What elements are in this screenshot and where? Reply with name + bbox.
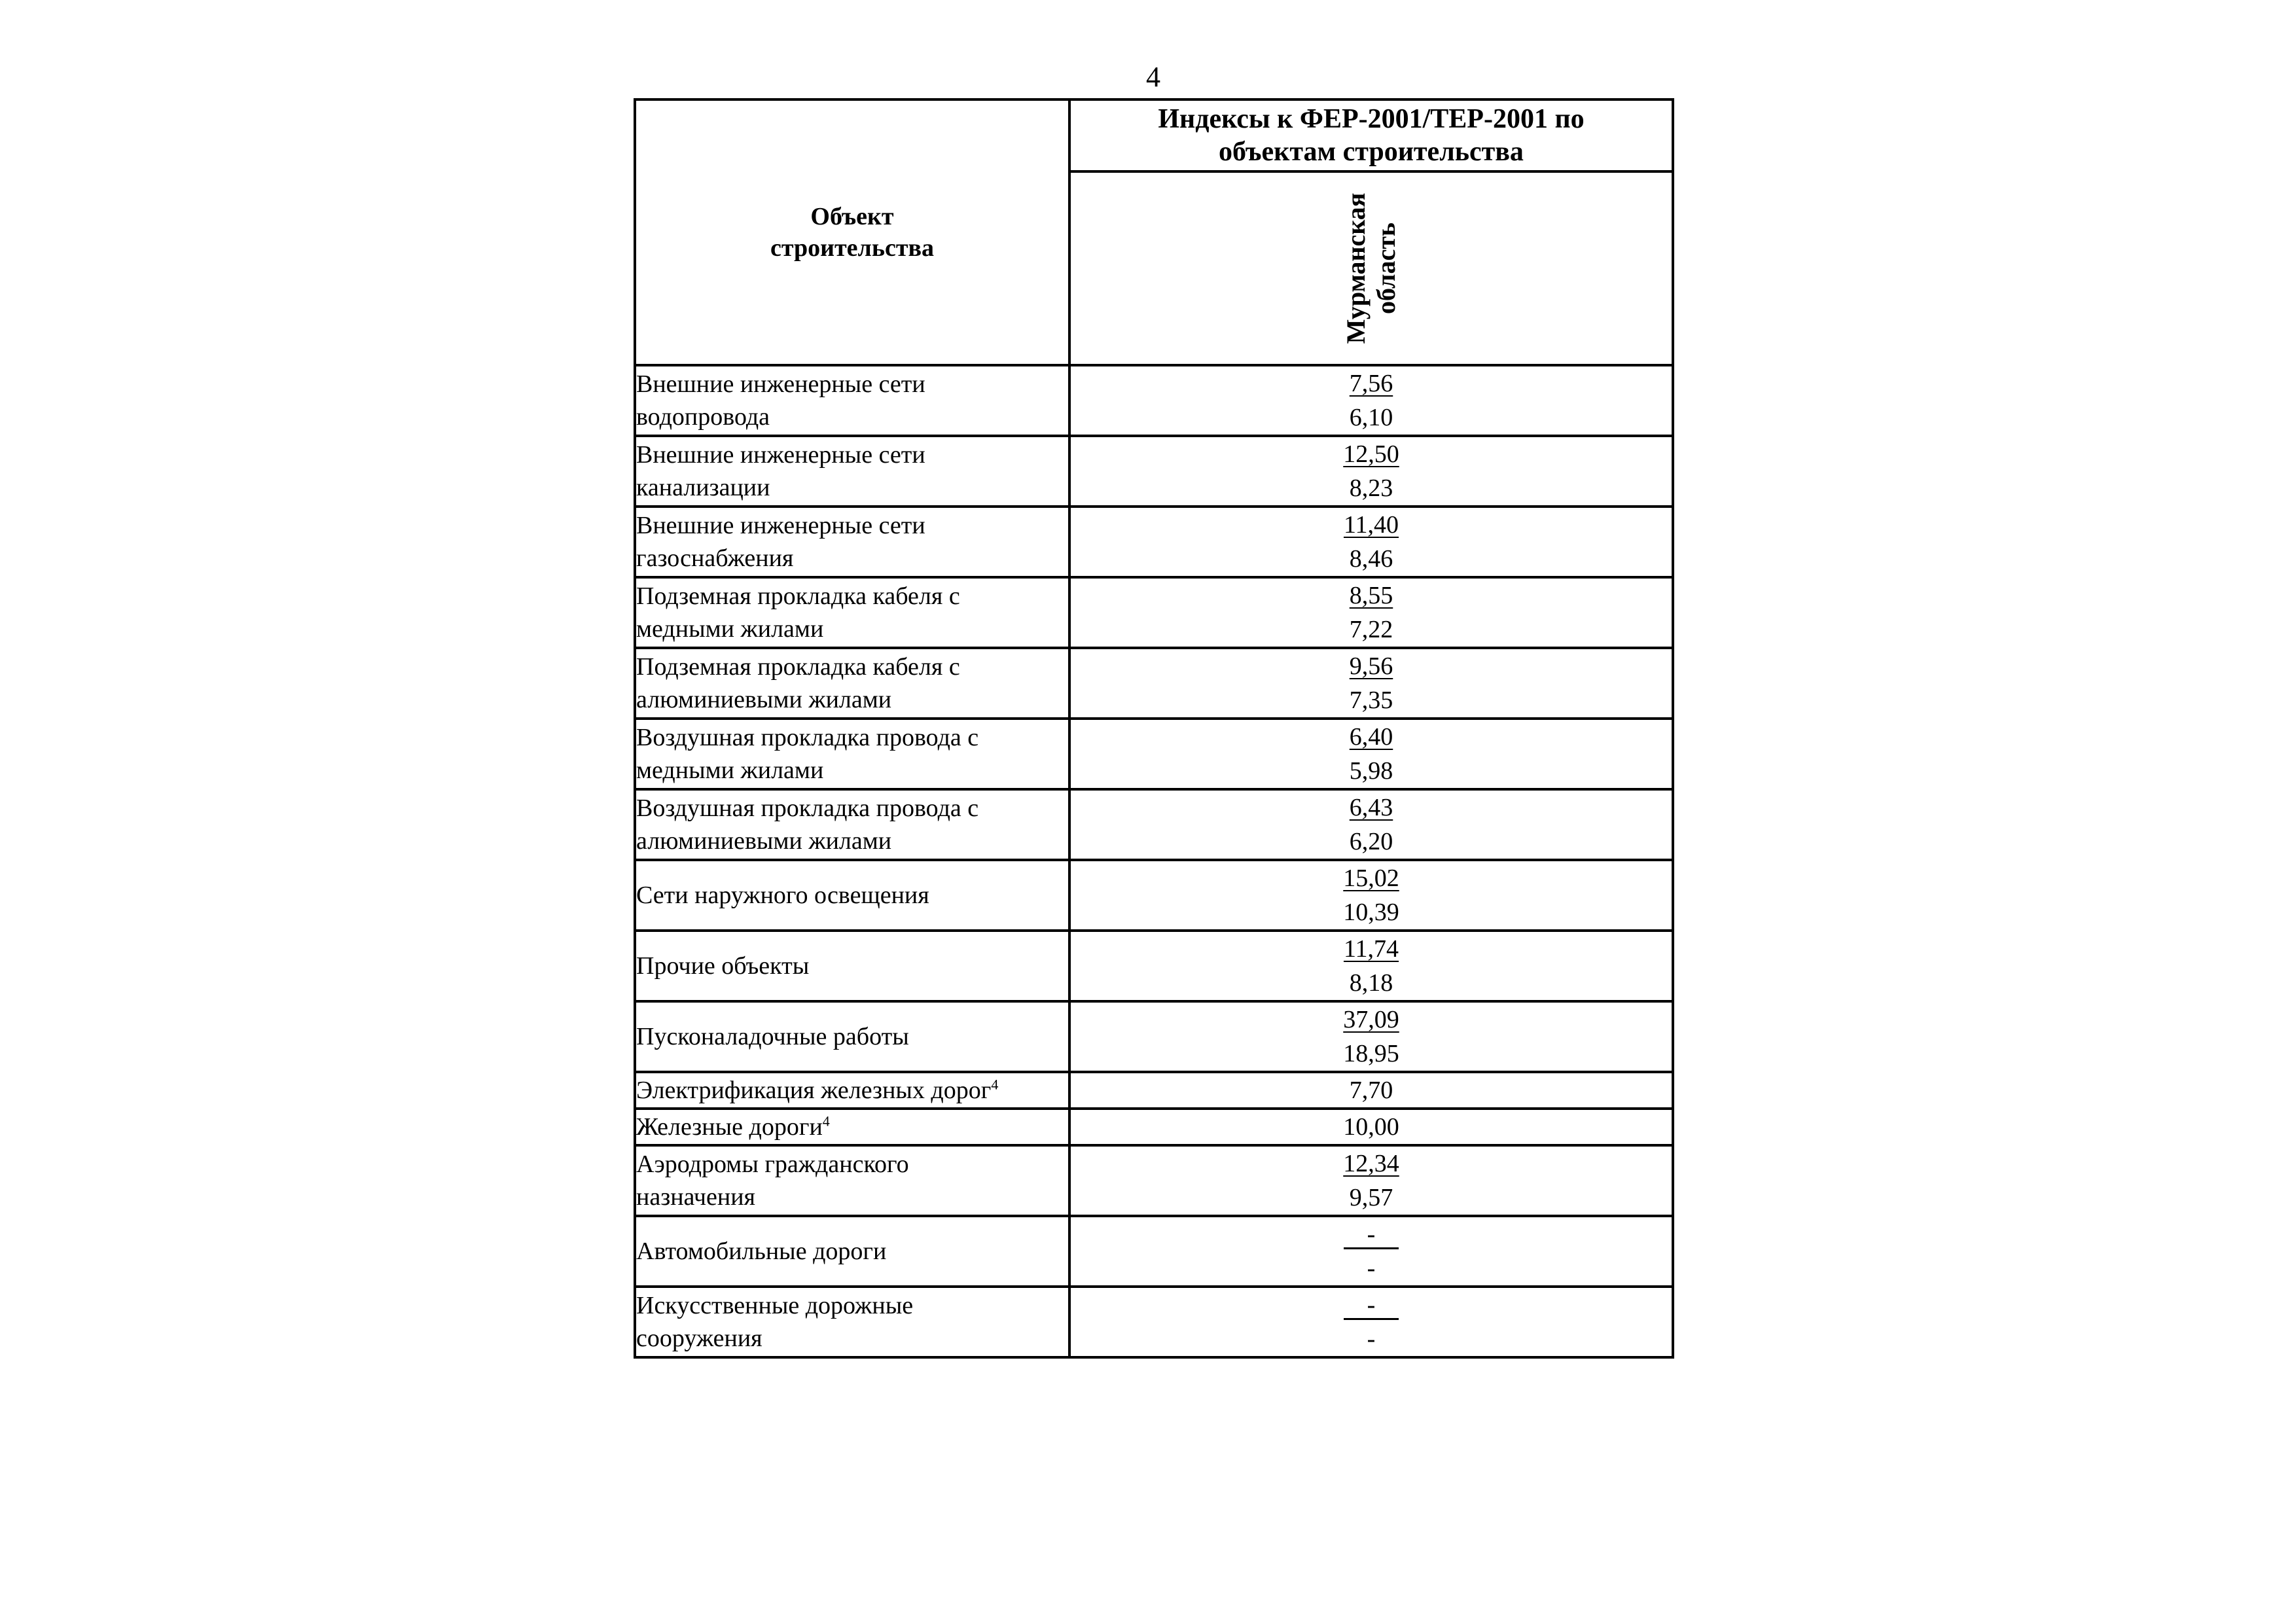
- object-name-line2: медными жилами: [636, 615, 824, 643]
- object-name-line1: Сети наружного освещения: [636, 882, 929, 909]
- object-name-line1: Искусственные дорожные: [636, 1292, 914, 1319]
- object-name-cell: [635, 1216, 1069, 1287]
- object-name-line2: алюминиевыми жилами: [636, 686, 892, 713]
- page-number: 4: [1146, 61, 1160, 93]
- table-row: [635, 365, 1673, 436]
- object-name-cell: [635, 1145, 1069, 1216]
- index-value-top: 6,40: [1349, 723, 1393, 751]
- object-name-cell: [635, 789, 1069, 860]
- object-column-header: [635, 99, 1069, 365]
- group-header-line2: объектам строительства: [1219, 137, 1524, 167]
- index-value-cell: [1069, 860, 1673, 931]
- index-value-top: 11,40: [1343, 511, 1399, 539]
- object-name-cell: [635, 507, 1069, 577]
- object-name-cell: [635, 577, 1069, 648]
- table-row: [635, 1109, 1673, 1145]
- footnote-ref: 4: [822, 1113, 830, 1130]
- table-row: [635, 1001, 1673, 1072]
- index-value-bottom: 8,46: [1349, 545, 1393, 573]
- object-name-cell: [635, 365, 1069, 436]
- object-header-line2: строительства: [770, 234, 935, 262]
- table-row: [635, 1216, 1673, 1287]
- index-value-cell: [1069, 1216, 1673, 1287]
- index-value-top: 9,56: [1349, 652, 1393, 680]
- object-name-line1: Электрификация железных дорог: [636, 1077, 992, 1104]
- index-value-top: 12,34: [1343, 1150, 1399, 1177]
- region-header-rotated: [1335, 183, 1407, 353]
- index-value-cell: [1069, 719, 1673, 789]
- region-column-header: [1069, 171, 1673, 365]
- table-row: [635, 577, 1673, 648]
- index-value: 10,00: [1343, 1113, 1399, 1141]
- index-value-cell: [1069, 1001, 1673, 1072]
- index-value-cell: [1069, 1109, 1673, 1145]
- index-value-cell: [1069, 1145, 1673, 1216]
- index-value-bottom: -: [1367, 1325, 1376, 1353]
- table-row: [635, 1287, 1673, 1357]
- object-name-cell: [635, 1001, 1069, 1072]
- index-value-top: 15,02: [1343, 865, 1399, 892]
- object-name-line1: Внешние инженерные сети: [636, 512, 925, 539]
- index-value-top: -: [1344, 1292, 1399, 1320]
- index-value-bottom: 18,95: [1343, 1040, 1399, 1067]
- object-name-cell: [635, 648, 1069, 719]
- table-body: [635, 365, 1673, 1357]
- group-header-line1: Индексы к ФЕР-2001/ТЕР-2001 по: [1158, 104, 1585, 134]
- region-header-line1: Мурманская: [1341, 192, 1371, 344]
- object-name-cell: [635, 1287, 1069, 1357]
- object-name-line1: Внешние инженерные сети: [636, 441, 925, 469]
- table-row: [635, 507, 1673, 577]
- object-name-cell: [635, 436, 1069, 507]
- object-name-line2: газоснабжения: [636, 544, 794, 572]
- object-header-line1: Объект: [810, 203, 894, 230]
- object-name-line2: алюминиевыми жилами: [636, 827, 892, 855]
- index-value-cell: [1069, 577, 1673, 648]
- object-name-line1: Пусконаладочные работы: [636, 1023, 909, 1050]
- index-value-top: 6,43: [1349, 794, 1393, 821]
- object-name-line2: назначения: [636, 1183, 756, 1211]
- object-name-cell: [635, 931, 1069, 1001]
- object-name-line1: Аэродромы гражданского: [636, 1150, 909, 1178]
- table-row: [635, 719, 1673, 789]
- index-value-bottom: 8,18: [1349, 969, 1393, 997]
- object-name-cell: [635, 860, 1069, 931]
- index-group-header: [1069, 99, 1673, 171]
- object-name-line1: Прочие объекты: [636, 952, 810, 980]
- index-value-bottom: 10,39: [1343, 899, 1399, 926]
- object-name-line1: Подземная прокладка кабеля с: [636, 653, 960, 681]
- table-row: [635, 789, 1673, 860]
- index-value-bottom: 7,35: [1349, 687, 1393, 714]
- header-row-top: [635, 99, 1673, 171]
- object-name-line2: канализации: [636, 474, 770, 501]
- index-value-bottom: 6,10: [1349, 404, 1393, 431]
- table-row: [635, 648, 1673, 719]
- index-value-bottom: 9,57: [1349, 1184, 1393, 1211]
- object-name-line1: Воздушная прокладка провода с: [636, 724, 979, 751]
- index-value-cell: [1069, 365, 1673, 436]
- object-name-line1: Воздушная прокладка провода с: [636, 794, 979, 822]
- index-value-bottom: 7,22: [1349, 616, 1393, 643]
- table-row: [635, 1145, 1673, 1216]
- table-row: [635, 931, 1673, 1001]
- index-value-cell: [1069, 436, 1673, 507]
- index-value-top: 11,74: [1343, 935, 1399, 963]
- region-header-line2: область: [1371, 223, 1401, 314]
- index-value-bottom: 5,98: [1349, 757, 1393, 785]
- index-value-cell: [1069, 931, 1673, 1001]
- index-value-top: 8,55: [1349, 582, 1393, 609]
- object-name-cell: [635, 1109, 1069, 1145]
- index-value-cell: [1069, 507, 1673, 577]
- object-name-line1: Внешние инженерные сети: [636, 370, 925, 398]
- index-value-bottom: 8,23: [1349, 474, 1393, 502]
- table-row: [635, 436, 1673, 507]
- index-value-top: 7,56: [1349, 370, 1393, 397]
- index-value-top: 12,50: [1343, 440, 1399, 468]
- index-value-cell: [1069, 1287, 1673, 1357]
- footnote-ref: 4: [991, 1076, 999, 1093]
- index-value-top: -: [1344, 1221, 1399, 1249]
- object-name-line2: медными жилами: [636, 757, 824, 784]
- index-value-bottom: -: [1367, 1255, 1376, 1282]
- object-name-line1: Железные дороги: [636, 1113, 823, 1141]
- index-table: [634, 98, 1674, 1359]
- index-value-cell: [1069, 789, 1673, 860]
- object-name-line1: Подземная прокладка кабеля с: [636, 582, 960, 610]
- table-row: [635, 860, 1673, 931]
- object-name-line1: Автомобильные дороги: [636, 1238, 887, 1265]
- table-row: [635, 1072, 1673, 1109]
- object-name-line2: водопровода: [636, 403, 770, 431]
- object-name-cell: [635, 719, 1069, 789]
- object-name-line2: сооружения: [636, 1325, 762, 1352]
- index-value-bottom: 6,20: [1349, 828, 1393, 855]
- index-value: 7,70: [1349, 1077, 1393, 1104]
- index-value-top: 37,09: [1343, 1006, 1399, 1033]
- object-name-cell: [635, 1072, 1069, 1109]
- index-value-cell: [1069, 1072, 1673, 1109]
- index-value-cell: [1069, 648, 1673, 719]
